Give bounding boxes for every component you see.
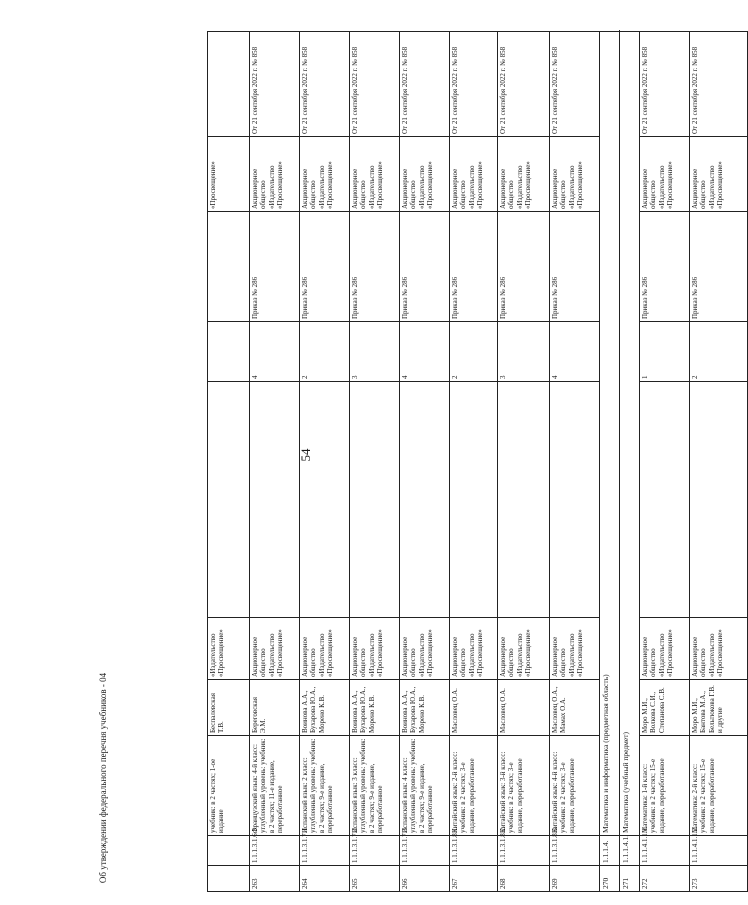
cell-code: 1.1.1.4.1.1.2. [690,836,748,866]
cell-num: 268 [498,866,550,892]
cell-org: Акционерное общество «Издательство «Просвещение» [640,137,690,212]
cell-num: 269 [550,866,600,892]
table-row [300,32,350,892]
cell-title: Математика: 1-й класс: учебник: в 2 частях; 15-е издание, переработанное [640,736,690,836]
cell-grade: 4 [400,322,450,382]
cell-publisher: Акционерное общество «Издательство «Просвещение» [498,618,550,680]
cell-empty [498,382,550,618]
cell-num: 271 [620,866,640,892]
cell-publisher: Акционерное общество «Издательство «Просвещение» [640,618,690,680]
table-row [550,32,600,892]
cell-num: 273 [690,866,748,892]
cell-org: «Просвещение» [208,137,250,212]
cell-date-from: От 21 сентября 2022 г. № 858 [300,32,350,137]
cell-org: Акционерное общество «Издательство «Просвещение» [400,137,450,212]
cell-publisher: Акционерное общество «Издательство «Просвещение» [250,618,300,680]
cell-num: 270 [600,866,620,892]
cell-authors: Масловец О.А., Мамах О.А. [550,680,600,736]
table-row [640,32,690,892]
cell-num: 264 [300,866,350,892]
table-row [250,32,300,892]
cell-authors: Беспалевская Т.В. [208,680,250,736]
cell-org: Акционерное общество «Издательство «Просвещение» [498,137,550,212]
table-row [690,32,748,892]
cell-num: 272 [640,866,690,892]
cell-org: Акционерное общество «Издательство «Просвещение» [300,137,350,212]
cell-order: Приказ № 286 [498,212,550,322]
cell-grade: 3 [350,322,400,382]
cell-date-from: От 21 сентября 2022 г. № 858 [450,32,498,137]
cell-authors: Моро М.И., Бантова М.А., Бельтюкова Г.В. и другие [690,680,748,736]
cell-order: Приказ № 286 [400,212,450,322]
cell-publisher: «Издательство «Просвещение» [208,618,250,680]
cell-order [208,212,250,322]
cell-code: 1.1.1.3.1.8.2. [498,836,550,866]
cell-num: 267 [450,866,498,892]
cell-title: Испанский язык: 3 класс: углубленный уровень: учебник: в 2 частях; 9-е издание, переработанное [350,736,400,836]
cell-grade: 2 [300,322,350,382]
section-row [600,32,620,892]
cell-order: Приказ № 286 [640,212,690,322]
cell-order: Приказ № 286 [250,212,300,322]
cell-date-from: От 21 сентября 2022 г. № 858 [400,32,450,137]
cell-grade: 1 [640,322,690,382]
textbook-table [207,31,748,892]
cell-empty [450,382,498,618]
cell-empty [690,382,748,618]
cell-date-from: От 21 сентября 2022 г. № 858 [250,32,300,137]
cell-date-from: От 21 сентября 2022 г. № 858 [350,32,400,137]
cell-num: 266 [400,866,450,892]
textbook-table-container [207,32,725,892]
cell-empty [300,382,350,618]
cell-code: 1.1.1.4. [600,836,620,866]
cell-title: учебник: в 2 частях; 1-ое издание [208,736,250,836]
cell-code: 1.1.1.4.1.1.1. [640,836,690,866]
cell-code: 1.1.1.3.1.8.1. [450,836,498,866]
cell-publisher: Акционерное общество «Издательство «Просвещение» [350,618,400,680]
page-number: 54 [298,448,313,462]
cell-title: Китайский язык: 4-й класс: учебник: в 2 частях; 3-е издание, переработанное [550,736,600,836]
cell-grade: 2 [450,322,498,382]
cell-empty [640,382,690,618]
cell-order: Приказ № 286 [450,212,498,322]
cell-org: Акционерное общество «Издательство «Просвещение» [350,137,400,212]
cell-num: 265 [350,866,400,892]
section-title: Математика (учебный предмет) [620,32,640,836]
cell-code [208,836,250,866]
cell-num [208,866,250,892]
cell-date-from: От 21 сентября 2022 г. № 858 [640,32,690,137]
cell-num: 263 [250,866,300,892]
cell-title: Испанский язык: 4 класс: углубленный уровень: учебник: в 2 частях; 9-е издание, переработанное [400,736,450,836]
cell-org: Акционерное общество «Издательство «Просвещение» [450,137,498,212]
cell-code: 1.1.1.4.1. [620,836,640,866]
cell-org: Акционерное общество «Издательство «Просвещение» [690,137,748,212]
cell-code: 1.1.1.3.1.7.2. [350,836,400,866]
cell-order: Приказ № 286 [350,212,400,322]
cell-empty [550,382,600,618]
cell-date-from: От 21 сентября 2022 г. № 858 [498,32,550,137]
cell-authors: Масловец О.А. [450,680,498,736]
cell-org: Акционерное общество «Издательство «Просвещение» [250,137,300,212]
cell-authors: Береговская Э.М. [250,680,300,736]
cell-publisher: Акционерное общество «Издательство «Просвещение» [550,618,600,680]
cell-empty [250,382,300,618]
cell-date-from: От 21 сентября 2022 г. № 858 [690,32,748,137]
cell-publisher: Акционерное общество «Издательство «Просвещение» [400,618,450,680]
cell-order: Приказ № 286 [690,212,748,322]
cell-order: Приказ № 286 [300,212,350,322]
cell-grade: 4 [250,322,300,382]
cell-authors: Масловец О.А. [498,680,550,736]
cell-code: 1.1.1.3.1.7.3. [400,836,450,866]
cell-org: Акционерное общество «Издательство «Просвещение» [550,137,600,212]
table-row [400,32,450,892]
cell-authors: Воинова А.А., Бухарова Ю.А., Морено К.В. [400,680,450,736]
cell-publisher: Акционерное общество «Издательство «Просвещение» [690,618,748,680]
section-title: Математика и информатика (предметная область) [600,32,620,836]
footer-text: Об утверждении федерального перечня учебников - 04 [98,672,108,884]
cell-authors: Воинова А.А., Бухарова Ю.А., Морено К.В. [300,680,350,736]
cell-empty [350,382,400,618]
cell-empty [400,382,450,618]
cell-grade: 3 [498,322,550,382]
cell-date-from: От 21 сентября 2022 г. № 858 [550,32,600,137]
cell-title: Испанский язык: 2 класс: углубленный уровень: учебник: в 2 частях; 9-е издание, переработанное [300,736,350,836]
cell-authors: Воинова А.А., Бухарова Ю.А., Морено К.В. [350,680,400,736]
cell-code: 1.1.1.3.1.8.3. [550,836,600,866]
table-row [350,32,400,892]
cell-authors: Моро М.И., Волкова С.И., Степанова С.В. [640,680,690,736]
cell-grade: 4 [550,322,600,382]
cell-grade [208,322,250,382]
cell-title: Математика: 2-й класс: учебник: в 2 частях; 15-е издание, переработанное [690,736,748,836]
cell-code: 1.1.1.3.1.6.3. [250,836,300,866]
cell-date-from [208,32,250,137]
section-row [620,32,640,892]
cell-grade: 2 [690,322,748,382]
table-row [450,32,498,892]
cell-publisher: Акционерное общество «Издательство «Просвещение» [300,618,350,680]
cell-empty [208,382,250,618]
table-row [498,32,550,892]
cell-publisher: Акционерное общество «Издательство «Просвещение» [450,618,498,680]
cell-code: 1.1.1.3.1.7.1. [300,836,350,866]
cell-title: Французский язык: 4-й класс: углубленный уровень: учебник: в 2 частях; 11-е издание, переработанное [250,736,300,836]
cell-order: Приказ № 286 [550,212,600,322]
table-row [208,32,250,892]
cell-title: Китайский язык: 3-й класс: учебник: в 2 частях; 3-е издание, переработанное [498,736,550,836]
cell-title: Китайский язык: 2-й класс: учебник: в 2 частях; 3-е издание, переработанное [450,736,498,836]
